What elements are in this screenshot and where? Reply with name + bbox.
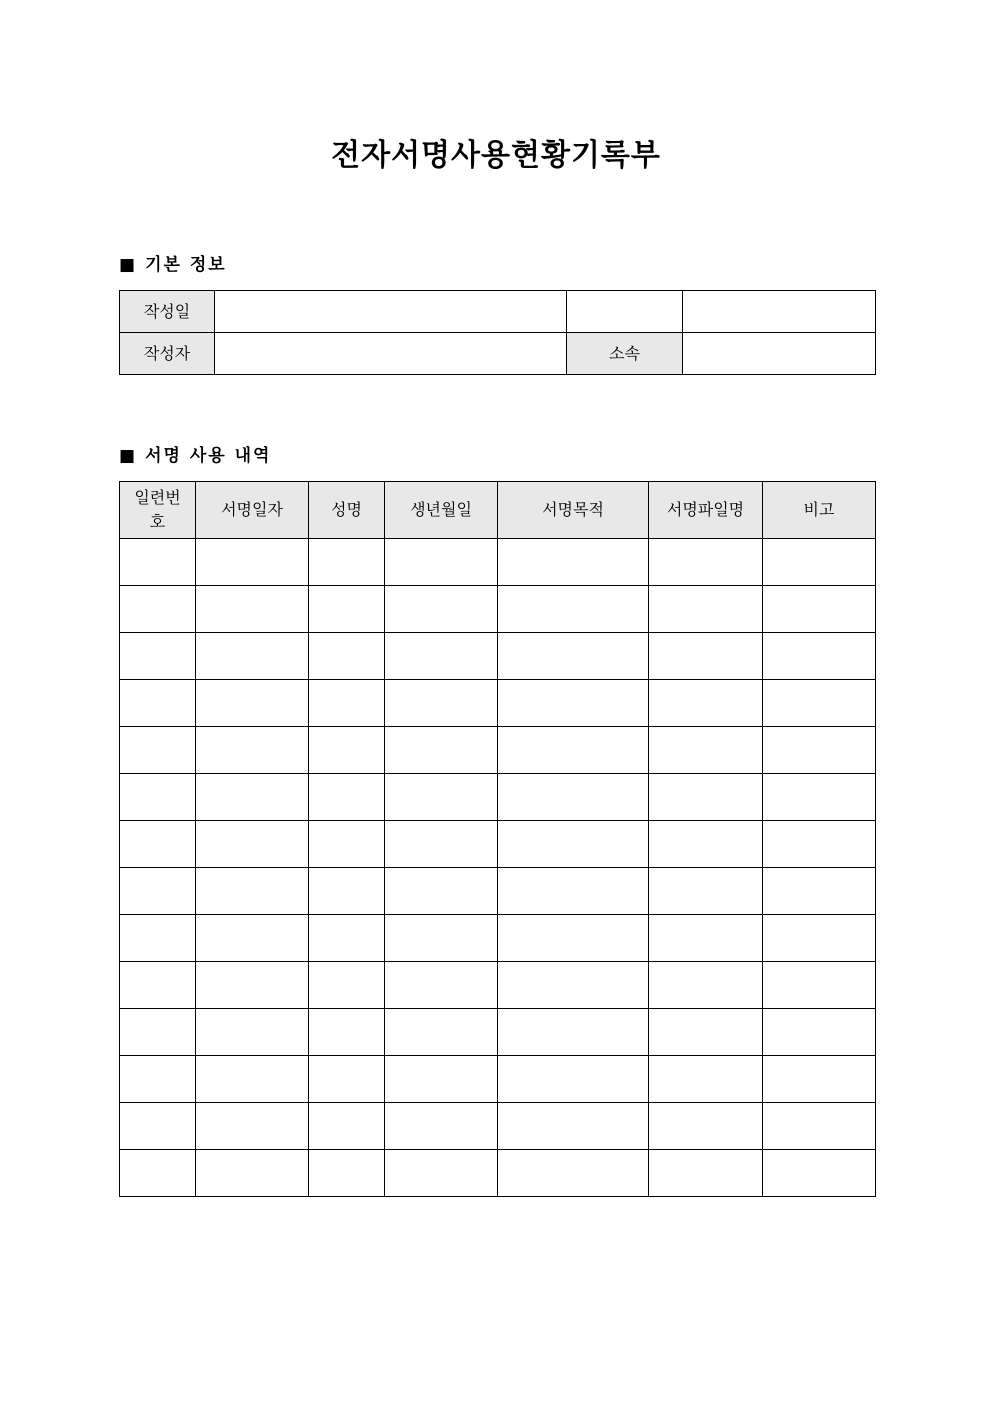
cell-name[interactable] [309,821,385,868]
cell-birthdate[interactable] [385,1056,498,1103]
cell-purpose[interactable] [498,1009,649,1056]
cell-remarks[interactable] [763,727,876,774]
cell-name[interactable] [309,1150,385,1197]
cell-name[interactable] [309,727,385,774]
cell-file-name[interactable] [649,1150,763,1197]
cell-purpose[interactable] [498,821,649,868]
cell-file-name[interactable] [649,915,763,962]
cell-birthdate[interactable] [385,633,498,680]
cell-name[interactable] [309,1103,385,1150]
cell-purpose[interactable] [498,539,649,586]
cell-birthdate[interactable] [385,774,498,821]
date-extra-field[interactable] [683,291,876,333]
table-row [120,1056,876,1103]
cell-sign-date[interactable] [196,633,309,680]
cell-remarks[interactable] [763,633,876,680]
cell-name[interactable] [309,1056,385,1103]
cell-file-name[interactable] [649,633,763,680]
label-affiliation: 소속 [567,333,683,375]
cell-name[interactable] [309,868,385,915]
cell-file-name[interactable] [649,727,763,774]
cell-remarks[interactable] [763,1103,876,1150]
cell-file-name[interactable] [649,868,763,915]
cell-birthdate[interactable] [385,680,498,727]
cell-sign-date[interactable] [196,680,309,727]
col-header-birthdate: 생년월일 [385,482,498,539]
table-row [120,727,876,774]
table-row [120,1103,876,1150]
basic-info-table [119,290,876,375]
cell-birthdate[interactable] [385,727,498,774]
cell-file-name[interactable] [649,1009,763,1056]
cell-serial[interactable] [120,868,196,915]
cell-sign-date[interactable] [196,1056,309,1103]
date-extra-label [567,291,683,333]
cell-serial[interactable] [120,915,196,962]
table-row [120,680,876,727]
cell-sign-date[interactable] [196,962,309,1009]
cell-sign-date[interactable] [196,774,309,821]
cell-serial[interactable] [120,821,196,868]
cell-serial[interactable] [120,962,196,1009]
cell-serial[interactable] [120,727,196,774]
cell-name[interactable] [309,680,385,727]
table-row [120,868,876,915]
cell-serial[interactable] [120,586,196,633]
cell-remarks[interactable] [763,915,876,962]
cell-name[interactable] [309,915,385,962]
cell-sign-date[interactable] [196,539,309,586]
cell-birthdate[interactable] [385,962,498,1009]
table-row [120,633,876,680]
author-field[interactable] [215,333,567,375]
cell-name[interactable] [309,586,385,633]
cell-serial[interactable] [120,539,196,586]
cell-birthdate[interactable] [385,586,498,633]
cell-birthdate[interactable] [385,915,498,962]
basic-info-heading [119,253,227,277]
cell-serial[interactable] [120,680,196,727]
table-row [120,915,876,962]
cell-remarks[interactable] [763,539,876,586]
col-header-sign-date: 서명일자 [196,482,309,539]
cell-birthdate[interactable] [385,1103,498,1150]
cell-name[interactable] [309,633,385,680]
cell-remarks[interactable] [763,962,876,1009]
info-row-author [120,333,876,375]
usage-log-table [119,481,876,1197]
cell-purpose[interactable] [498,633,649,680]
cell-birthdate[interactable] [385,539,498,586]
table-row [120,1009,876,1056]
table-row [120,821,876,868]
cell-file-name[interactable] [649,586,763,633]
cell-birthdate[interactable] [385,868,498,915]
cell-file-name[interactable] [649,1103,763,1150]
cell-remarks[interactable] [763,868,876,915]
cell-remarks[interactable] [763,1056,876,1103]
cell-serial[interactable] [120,1009,196,1056]
cell-sign-date[interactable] [196,586,309,633]
cell-purpose[interactable] [498,868,649,915]
col-header-file-name: 서명파일명 [649,482,763,539]
cell-remarks[interactable] [763,680,876,727]
cell-sign-date[interactable] [196,868,309,915]
table-row [120,1150,876,1197]
col-header-serial: 일련번호 [120,482,196,539]
date-field[interactable] [215,291,567,333]
cell-name[interactable] [309,539,385,586]
cell-purpose[interactable] [498,727,649,774]
cell-serial[interactable] [120,1150,196,1197]
cell-remarks[interactable] [763,586,876,633]
col-header-name: 성명 [309,482,385,539]
table-row [120,774,876,821]
cell-sign-date[interactable] [196,1103,309,1150]
cell-birthdate[interactable] [385,821,498,868]
cell-remarks[interactable] [763,774,876,821]
cell-sign-date[interactable] [196,1150,309,1197]
cell-purpose[interactable] [498,680,649,727]
table-row [120,962,876,1009]
cell-name[interactable] [309,962,385,1009]
col-header-purpose: 서명목적 [498,482,649,539]
cell-file-name[interactable] [649,821,763,868]
cell-name[interactable] [309,1009,385,1056]
cell-file-name[interactable] [649,774,763,821]
cell-name[interactable] [309,774,385,821]
cell-purpose[interactable] [498,1056,649,1103]
cell-sign-date[interactable] [196,821,309,868]
affiliation-field[interactable] [683,333,876,375]
cell-remarks[interactable] [763,1150,876,1197]
cell-birthdate[interactable] [385,1150,498,1197]
basic-info-heading-text: 기본 정보 [145,255,227,275]
cell-purpose[interactable] [498,774,649,821]
table-row [120,586,876,633]
cell-purpose[interactable] [498,962,649,1009]
cell-sign-date[interactable] [196,915,309,962]
document-title: 전자서명사용현황기록부 [331,138,661,173]
table-row [120,539,876,586]
cell-file-name[interactable] [649,1056,763,1103]
cell-remarks[interactable] [763,1009,876,1056]
usage-log-heading [119,444,271,468]
cell-serial[interactable] [120,774,196,821]
table-header-row [120,482,876,539]
cell-remarks[interactable] [763,821,876,868]
label-author: 작성자 [120,333,215,375]
cell-serial[interactable] [120,1103,196,1150]
info-row-date [120,291,876,333]
square-bullet-icon: ■ [119,446,138,466]
label-date: 작성일 [120,291,215,333]
cell-file-name[interactable] [649,680,763,727]
cell-serial[interactable] [120,1056,196,1103]
square-bullet-icon: ■ [119,255,138,275]
cell-file-name[interactable] [649,962,763,1009]
cell-purpose[interactable] [498,586,649,633]
usage-log-heading-text: 서명 사용 내역 [145,446,272,466]
cell-file-name[interactable] [649,539,763,586]
cell-purpose[interactable] [498,1150,649,1197]
cell-birthdate[interactable] [385,1009,498,1056]
cell-purpose[interactable] [498,915,649,962]
col-header-remarks: 비고 [763,482,876,539]
cell-purpose[interactable] [498,1103,649,1150]
cell-sign-date[interactable] [196,1009,309,1056]
cell-serial[interactable] [120,633,196,680]
cell-sign-date[interactable] [196,727,309,774]
